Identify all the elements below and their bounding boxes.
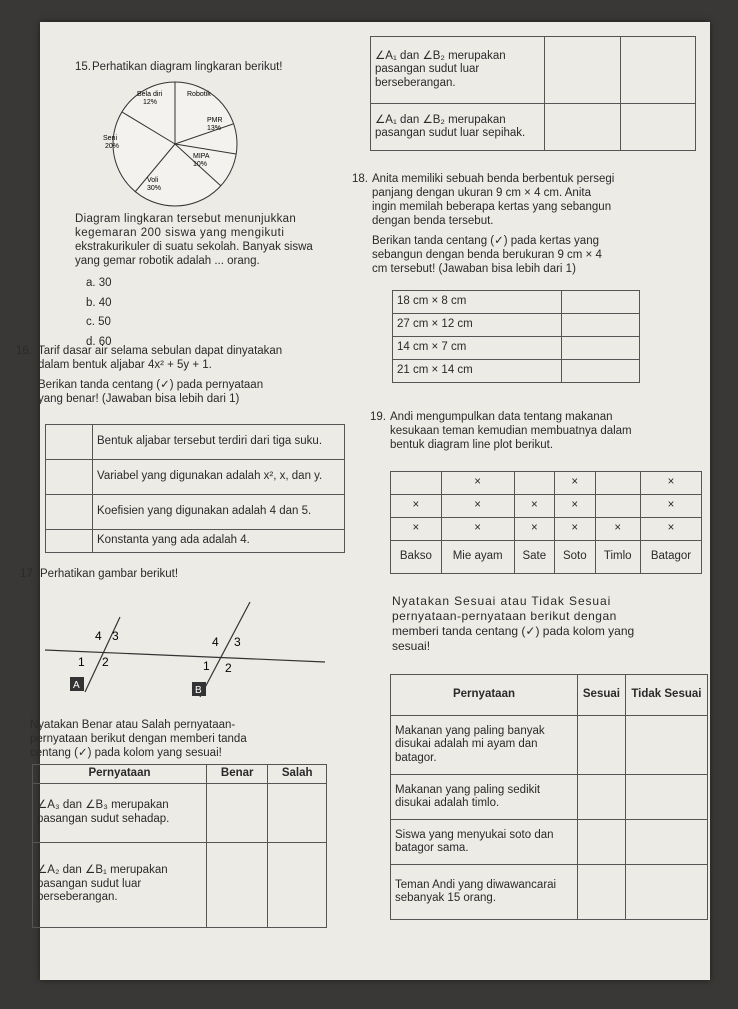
q18-number: 18. — [352, 173, 368, 185]
table-row — [391, 675, 708, 716]
q17-line: centang (✓) pada kolom yang sesuai! — [30, 747, 222, 759]
angle-label: 3 — [234, 635, 241, 649]
table-row — [391, 716, 708, 775]
x-mark: × — [640, 495, 701, 518]
q16-line: Berikan tanda centang (✓) pada pernyataan — [38, 379, 264, 391]
empty-cell — [391, 472, 442, 495]
q16-line: Tarif dasar air selama sebulan dapat dinyatakan — [38, 345, 283, 357]
q19-tidak-cell[interactable] — [625, 716, 707, 775]
table-row — [391, 518, 702, 541]
category-label: Batagor — [640, 541, 701, 574]
angle-label: 2 — [225, 661, 232, 675]
angle-label: 4 — [212, 635, 219, 649]
q19-line: Andi mengumpulkan data tentang makanan — [390, 411, 613, 423]
pie-label-value: 20% — [105, 143, 120, 150]
q17-salah-cell[interactable] — [620, 104, 696, 151]
q17-prompt: Perhatikan gambar berikut! — [40, 568, 179, 580]
table-row — [391, 541, 702, 574]
x-mark: × — [441, 472, 514, 495]
table-row — [393, 314, 640, 337]
q18-size: 18 cm × 8 cm — [393, 291, 562, 314]
line-b-label: B — [195, 685, 202, 696]
q16-table — [45, 424, 345, 553]
q17-cont-table — [370, 36, 696, 151]
q19-line: kesukaan teman kemudian membuatnya dalam — [390, 425, 632, 437]
angle-label: 1 — [203, 659, 210, 673]
table-row — [33, 783, 327, 842]
table-row — [393, 291, 640, 314]
q18-check-cell[interactable] — [562, 314, 640, 337]
parallel-lines-figure — [40, 582, 330, 702]
q15-line: kegemaran 200 siswa yang mengikuti — [75, 227, 285, 239]
angle-label: 2 — [102, 655, 109, 669]
q19-header-tidak-sesuai: Tidak Sesuai — [625, 675, 707, 716]
line-b — [200, 602, 250, 697]
q19-instructions — [392, 594, 712, 654]
q16-line: yang benar! (Jawaban bisa lebih dari 1) — [38, 393, 240, 405]
q16-text — [38, 344, 358, 406]
q19-header-statement: Pernyataan — [391, 675, 578, 716]
q17-statement: ∠A₁ dan ∠B₂ merupakan pasangan sudut luar berseberangan. — [371, 37, 545, 104]
q17-statement: ∠A₂ dan ∠B₁ merupakan pasangan sudut luar berseberangan. — [33, 842, 207, 927]
table-row — [393, 337, 640, 360]
table-row — [391, 775, 708, 820]
q18-text — [372, 172, 702, 276]
q19-statement: Makanan yang paling banyak disukai adalah mi ayam dan batagor. — [391, 716, 578, 775]
q18-line: sebangun dengan benda berukuran 9 cm × 4 — [372, 249, 602, 261]
q17-benar-cell[interactable] — [207, 783, 268, 842]
q18-line: cm tersebut! (Jawaban bisa lebih dari 1) — [372, 263, 576, 275]
q18-size: 14 cm × 7 cm — [393, 337, 562, 360]
pie-label-name: Robotik — [187, 91, 211, 98]
q16-statement: Konstanta yang ada adalah 4. — [93, 530, 345, 553]
q19-line: bentuk diagram line plot berikut. — [390, 439, 554, 451]
q15-option-c: c. 50 — [86, 316, 111, 328]
x-mark: × — [595, 518, 640, 541]
table-row — [46, 495, 345, 530]
q17-table — [32, 764, 327, 928]
q18-line: Berikan tanda centang (✓) pada kertas yang — [372, 235, 599, 247]
pie-label-value: 13% — [207, 125, 222, 132]
q19-header-sesuai: Sesuai — [578, 675, 626, 716]
x-mark: × — [555, 472, 595, 495]
table-row — [371, 37, 696, 104]
x-mark: × — [514, 495, 554, 518]
q19-text — [390, 410, 710, 452]
q15-option-d: d. 60 — [86, 335, 112, 348]
category-label: Bakso — [391, 541, 442, 574]
q19-sesuai-cell[interactable] — [578, 775, 626, 820]
q18-size: 27 cm × 12 cm — [393, 314, 562, 337]
q15-option-b: b. 40 — [86, 296, 112, 309]
category-label: Sate — [514, 541, 554, 574]
q19-table — [390, 674, 708, 920]
q19-tidak-cell[interactable] — [625, 865, 707, 920]
q18-size: 21 cm × 14 cm — [393, 360, 562, 383]
q19-tidak-cell[interactable] — [625, 820, 707, 865]
table-row — [391, 865, 708, 920]
q19-statement: Teman Andi yang diwawancarai sebanyak 15 orang. — [391, 865, 578, 920]
q16-statement: Bentuk aljabar tersebut terdiri dari tiga suku. — [93, 425, 345, 460]
q18-check-cell[interactable] — [562, 360, 640, 383]
table-row — [46, 460, 345, 495]
pie-chart — [95, 74, 255, 219]
x-mark: × — [391, 518, 442, 541]
table-row — [391, 472, 702, 495]
q19-sesuai-cell[interactable] — [578, 865, 626, 920]
x-mark: × — [441, 495, 514, 518]
line-plot-table — [390, 471, 702, 574]
q15-option-a: a. 30 — [86, 277, 112, 289]
empty-cell — [595, 495, 640, 518]
q17-header-salah: Salah — [268, 765, 327, 784]
q18-line: dengan benda tersebut. — [372, 215, 494, 227]
q16-check-cell[interactable] — [46, 495, 93, 530]
q17-number: 17. — [20, 568, 36, 580]
q19-sesuai-cell[interactable] — [578, 716, 626, 775]
q19-statement: Siswa yang menyukai soto dan batagor sama. — [391, 820, 578, 865]
x-mark: × — [555, 518, 595, 541]
transversal-line — [45, 650, 325, 662]
table-row — [391, 495, 702, 518]
x-mark: × — [441, 518, 514, 541]
q19-line: Nyatakan Sesuai atau Tidak Sesuai — [392, 594, 612, 608]
q18-line: ingin memilah beberapa kertas yang sebangun — [372, 201, 612, 213]
pie-label-name: Seni — [103, 135, 118, 142]
q18-line: panjang dengan ukuran 9 cm × 4 cm. Anita — [372, 187, 591, 199]
table-row — [46, 425, 345, 460]
pie-label-value: 30% — [147, 185, 162, 192]
q18-check-cell[interactable] — [562, 337, 640, 360]
pie-label-name: MIPA — [193, 153, 210, 160]
pie-label-name: PMR — [207, 117, 223, 124]
q17-header-statement: Pernyataan — [33, 765, 207, 784]
worksheet-page — [16, 22, 710, 980]
q15-line: Diagram lingkaran tersebut menunjukkan — [75, 213, 297, 225]
q17-benar-cell[interactable] — [545, 104, 621, 151]
q19-line: pernyataan-pernyataan berikut dengan — [392, 609, 617, 623]
q16-check-cell[interactable] — [46, 530, 93, 553]
pie-label-value: 12% — [143, 99, 158, 106]
q18-check-cell[interactable] — [562, 291, 640, 314]
q15-line: yang gemar robotik adalah ... orang. — [75, 255, 260, 267]
q15-options — [86, 274, 112, 352]
q18-line: Anita memiliki sebuah benda berbentuk persegi — [372, 173, 615, 185]
pie-label-name: Bela diri — [137, 91, 163, 98]
table-row — [393, 360, 640, 383]
q19-number: 19. — [370, 411, 386, 423]
q16-number: 16. — [16, 345, 32, 357]
table-row — [46, 530, 345, 553]
angle-label: 4 — [95, 629, 102, 643]
q15-text — [75, 212, 385, 268]
q17-statement: ∠A₁ dan ∠B₂ merupakan pasangan sudut luar sepihak. — [371, 104, 545, 151]
q18-table — [392, 290, 640, 383]
table-row — [391, 820, 708, 865]
q16-statement: Koefisien yang digunakan adalah 4 dan 5. — [93, 495, 345, 530]
q17-salah-cell[interactable] — [268, 783, 327, 842]
table-row — [33, 765, 327, 784]
q17-benar-cell[interactable] — [545, 37, 621, 104]
q19-tidak-cell[interactable] — [625, 775, 707, 820]
q19-line: memberi tanda centang (✓) pada kolom yang — [392, 624, 635, 638]
x-mark: × — [514, 518, 554, 541]
x-mark: × — [640, 472, 701, 495]
q17-line: pernyataan berikut dengan memberi tanda — [30, 733, 247, 745]
q15-prompt: Perhatikan diagram lingkaran berikut! — [92, 61, 283, 73]
q17-header-benar: Benar — [207, 765, 268, 784]
category-label: Mie ayam — [441, 541, 514, 574]
q19-statement: Makanan yang paling sedikit disukai adalah timlo. — [391, 775, 578, 820]
q16-check-cell[interactable] — [46, 425, 93, 460]
q15-line: ekstrakurikuler di suatu sekolah. Banyak siswa — [75, 241, 313, 253]
angle-label: 3 — [112, 629, 119, 643]
q15-number: 15. — [75, 61, 91, 73]
q19-sesuai-cell[interactable] — [578, 820, 626, 865]
q19-line: sesuai! — [392, 639, 431, 653]
pie-label-value: 10% — [193, 161, 208, 168]
empty-cell — [595, 472, 640, 495]
q17-salah-cell[interactable] — [268, 842, 327, 927]
table-row — [33, 842, 327, 927]
q16-statement: Variabel yang digunakan adalah x², x, dan y. — [93, 460, 345, 495]
empty-cell — [514, 472, 554, 495]
q17-line: Nyatakan Benar atau Salah pernyataan- — [30, 719, 236, 731]
angle-label: 1 — [78, 655, 85, 669]
q17-salah-cell[interactable] — [620, 37, 696, 104]
q17-benar-cell[interactable] — [207, 842, 268, 927]
pie-label-name: Voli — [147, 177, 159, 184]
x-mark: × — [640, 518, 701, 541]
category-label: Timlo — [595, 541, 640, 574]
q17-text — [30, 718, 340, 760]
x-mark: × — [555, 495, 595, 518]
x-mark: × — [391, 495, 442, 518]
q16-check-cell[interactable] — [46, 460, 93, 495]
q17-statement: ∠A₃ dan ∠B₃ merupakan pasangan sudut sehadap. — [33, 783, 207, 842]
line-a-label: A — [73, 680, 80, 691]
category-label: Soto — [555, 541, 595, 574]
q16-line: dalam bentuk aljabar 4x² + 5y + 1. — [38, 359, 212, 371]
table-row — [371, 104, 696, 151]
